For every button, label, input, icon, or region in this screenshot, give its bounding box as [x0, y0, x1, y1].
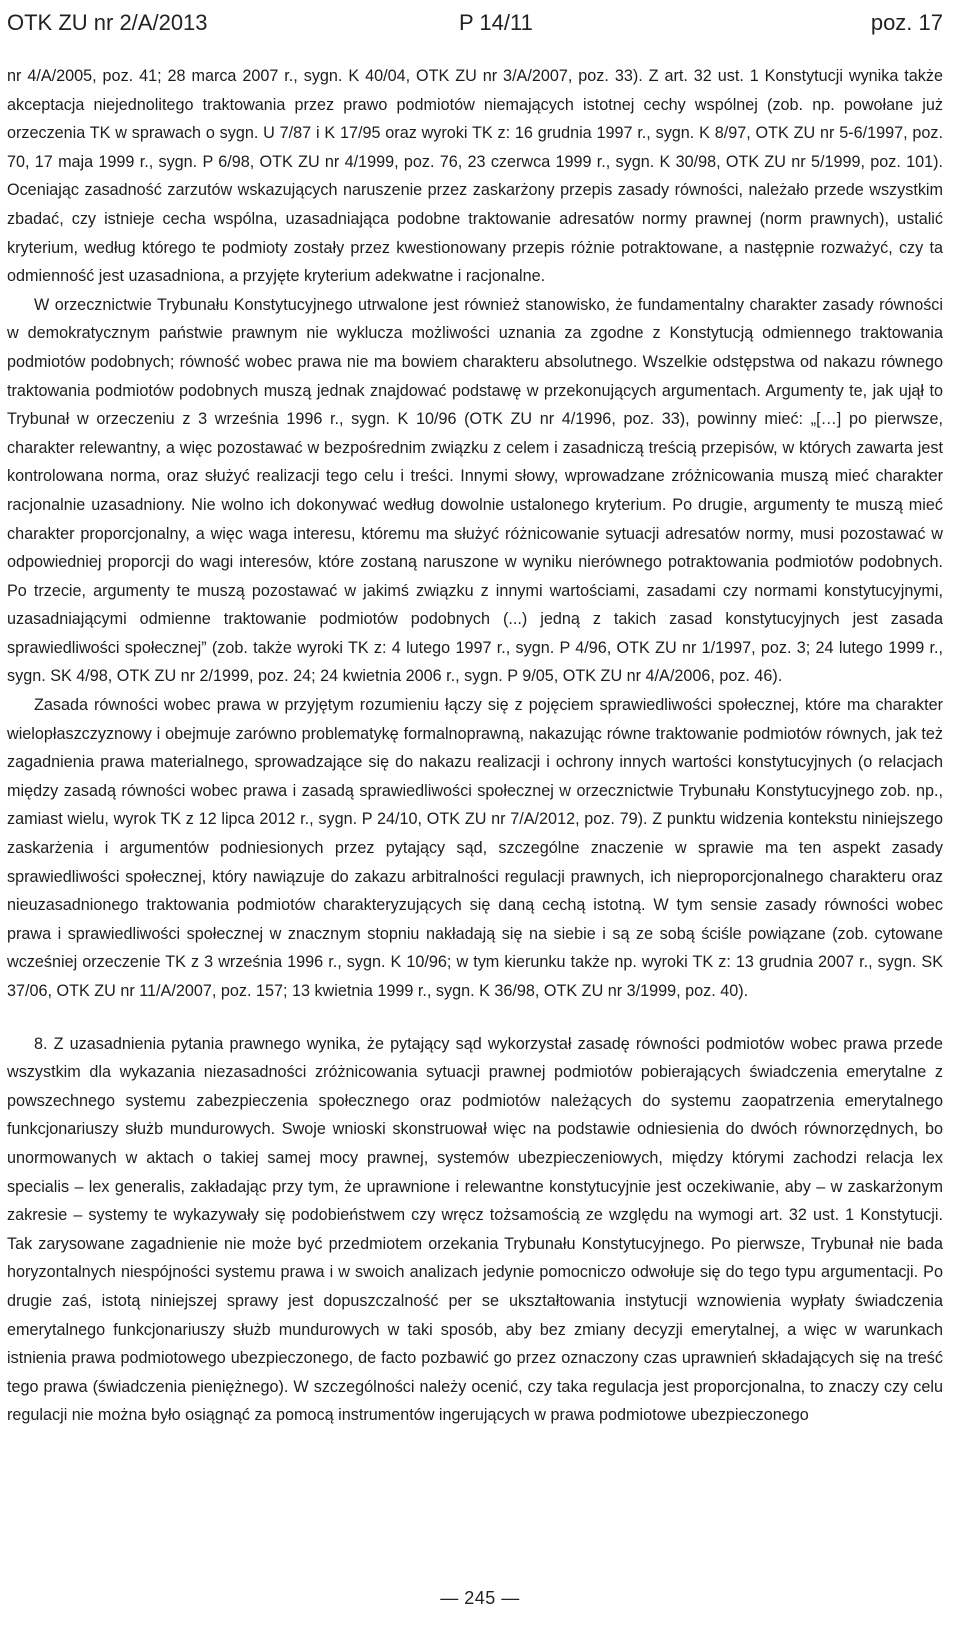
paragraph-continuation: nr 4/A/2005, poz. 41; 28 marca 2007 r., sygn. K 40/04, OTK ZU nr 3/A/2007, poz. 33). Z art. 32 ust. 1 Konstytucji wynika także akceptacja niejednolitego traktowania przez prawo podmiotów niemających istotnej cechy wspólnej (zob. np. powołane już orzeczenia TK w sprawach o sygn. U 7/87 i K 17/95 oraz wyroki TK z: 16 grudnia 1997 r., sygn. K 8/97, OTK ZU nr 5-6/1997, poz. 70, 17 maja 1999 r., sygn. P 6/98, OTK ZU nr 4/1999, poz. 76, 23 czerwca 1999 r., sygn. K 30/98, OTK ZU nr 5/1999, poz. 101). Oceniając zasadność zarzutów wskazujących naruszenie przez zaskarżony przepis zasady równości, należało przede wszystkim zbadać, czy istnieje cecha wspólna, uzasadniająca podobne traktowanie adresatów normy prawnej (norm prawnych), ustalić kryterium, według którego te podmioty zostały przez kwestionowany przepis różnie potraktowane, a następnie rozważyć, czy ta odmienność jest uzasadniona, a przyjęte kryterium adekwatne i racjonalne.	[7, 67, 943, 286]
running-header	[7, 0, 943, 46]
paragraph: Zasada równości wobec prawa w przyjętym rozumieniu łączy się z pojęciem sprawiedliwości społecznej, które ma charakter wielopłaszczyznowy i obejmuje zarówno problematykę formalnoprawną, nakazując równe traktowanie podmiotów równych, jak też zagadnienia prawa materialnego, sprowadzające się do nakazu realizacji i ochrony innych wartości konstytucyjnych (o relacjach między zasadą równości wobec prawa i zasadą sprawiedliwości społecznej w orzecznictwie Trybunału Konstytucyjnego zob. np., zamiast wielu, wyrok TK z 12 lipca 2012 r., sygn. P 24/10, OTK ZU nr 7/A/2012, poz. 79). Z punktu widzenia kontekstu niniejszego zaskarżenia i argumentów podniesionych przez pytający sąd, szczególne znaczenie w sprawie ma ten aspekt zasady sprawiedliwości społecznej, który nawiązuje do zakazu arbitralności regulacji prawnych, ich nieproporcjonalnego charakteru oraz nieuzasadnionego traktowania podmiotów charakteryzujących się daną cechą istotną. W tym sensie zasady równości wobec prawa i sprawiedliwości społecznej w znacznym stopniu nakładają się na siebie i są ze sobą ściśle powiązane (zob. cytowane wcześniej orzeczenie TK z 3 września 1996 r., sygn. K 10/96; w tym kierunku także np. wyroki TK z: 13 grudnia 2007 r., sygn. SK 37/06, OTK ZU nr 11/A/2007, poz. 157; 13 kwietnia 1999 r., sygn. K 36/98, OTK ZU nr 3/1999, poz. 40).	[7, 696, 943, 1000]
position-number: poz. 17	[870, 10, 943, 35]
paragraph-section-8: 8. Z uzasadnienia pytania prawnego wynika, że pytający sąd wykorzystał zasadę równości podmiotów wobec prawa przede wszystkim dla wykazania niezasadności zróżnicowania sytuacji prawnej podmiotów pobierających świadczenia emerytalne z powszechnego systemu zabezpieczenia społecznego oraz podmiotów należących do systemu zaopatrzenia emerytalnego funkcjonariuszy służb mundurowych. Swoje wnioski skonstruował więc na podstawie odniesienia do dwóch równorzędnych, bo unormowanych w aktach o takiej samej mocy prawnej, systemów ubezpieczeniowych, między którymi zachodzi relacja lex specialis – lex generalis, zakładając przy tym, że uprawnione i relewantne konstytucyjnie jest oczekiwanie, aby – w zaskarżonym zakresie – systemy te wykazywały się podobieństwem czy wręcz tożsamością ze względu na wymogi art. 32 ust. 1 Konstytucji. Tak zarysowane zagadnienie nie może być przedmiotem orzekania Trybunału Konstytucyjnego. Po pierwsze, Trybunał nie bada horyzontalnych niespójności systemu prawa i w swoich analizach jedynie pomocniczo odwołuje się do tego typu argumentacji. Po drugie zaś, istotą niniejszej sprawy jest dopuszczalność per se ukształtowania instytucji wznowienia wypłaty świadczenia emerytalnego funkcjonariuszy służb mundurowych w taki sposób, aby bez zmiany decyzji emerytalnej, a więc w warunkach istnienia prawa podmiotowego ubezpieczonego, de facto pozbawić go przez oznaczony czas uprawnień składających się na treść tego prawa (świadczenia pieniężnego). W szczególności należy ocenić, czy taka regulacja jest proporcjonalna, to znaczy czy celu regulacji nie można było osiągnąć za pomocą instrumentów ingerujących w prawa podmiotowe ubezpieczonego	[7, 1034, 943, 1425]
journal-reference: OTK ZU nr 2/A/2013	[7, 10, 208, 35]
page-number: — 245 —	[440, 1588, 520, 1608]
document-body	[7, 62, 943, 1430]
case-signature: P 14/11	[459, 10, 533, 35]
paragraph: W orzecznictwie Trybunału Konstytucyjnego utrwalone jest również stanowisko, że fundamentalny charakter zasady równości w demokratycznym państwie prawnym nie wyklucza możliwości uznania za zgodne z Konstytucją odmiennego traktowania podmiotów podobnych; równość wobec prawa nie ma bowiem charakteru absolutnego. Wszelkie odstępstwa od nakazu równego traktowania podmiotów podobnych muszą jednak znajdować podstawę w przekonujących argumentach. Argumenty te, jak ujął to Trybunał w orzeczeniu z 3 września 1996 r., sygn. K 10/96 (OTK ZU nr 4/1996, poz. 33), powinny mieć: „[…] po pierwsze, charakter relewantny, a więc pozostawać w bezpośrednim związku z celem i zasadniczą treścią przepisów, w których zawarta jest kontrolowana norma, oraz służyć realizacji tego celu i treści. Innymi słowy, wprowadzane zróżnicowania muszą mieć charakter racjonalnie uzasadniony. Nie wolno ich dokonywać według dowolnie ustalonego kryterium. Po drugie, argumenty te muszą mieć charakter proporcjonalny, a więc waga interesu, któremu ma służyć różnicowanie sytuacji adresatów normy, musi pozostawać w odpowiedniej proporcji do wagi interesów, które zostaną naruszone w wyniku nierównego potraktowania podmiotów podobnych. Po trzecie, argumenty te muszą pozostawać w jakimś związku z innymi wartościami, zasadami czy normami konstytucyjnymi, uzasadniającymi odmienne traktowanie podmiotów podobnych (...) jedną z takich zasad konstytucyjnych jest zasada sprawiedliwości społecznej” (zob. także wyroki TK z: 4 lutego 1997 r., sygn. P 4/96, OTK ZU nr 1/1997, poz. 3; 24 lutego 1999 r., sygn. SK 4/98, OTK ZU nr 2/1999, poz. 24; 24 kwietnia 2006 r., sygn. P 9/05, OTK ZU nr 4/A/2006, poz. 46).	[7, 295, 943, 686]
